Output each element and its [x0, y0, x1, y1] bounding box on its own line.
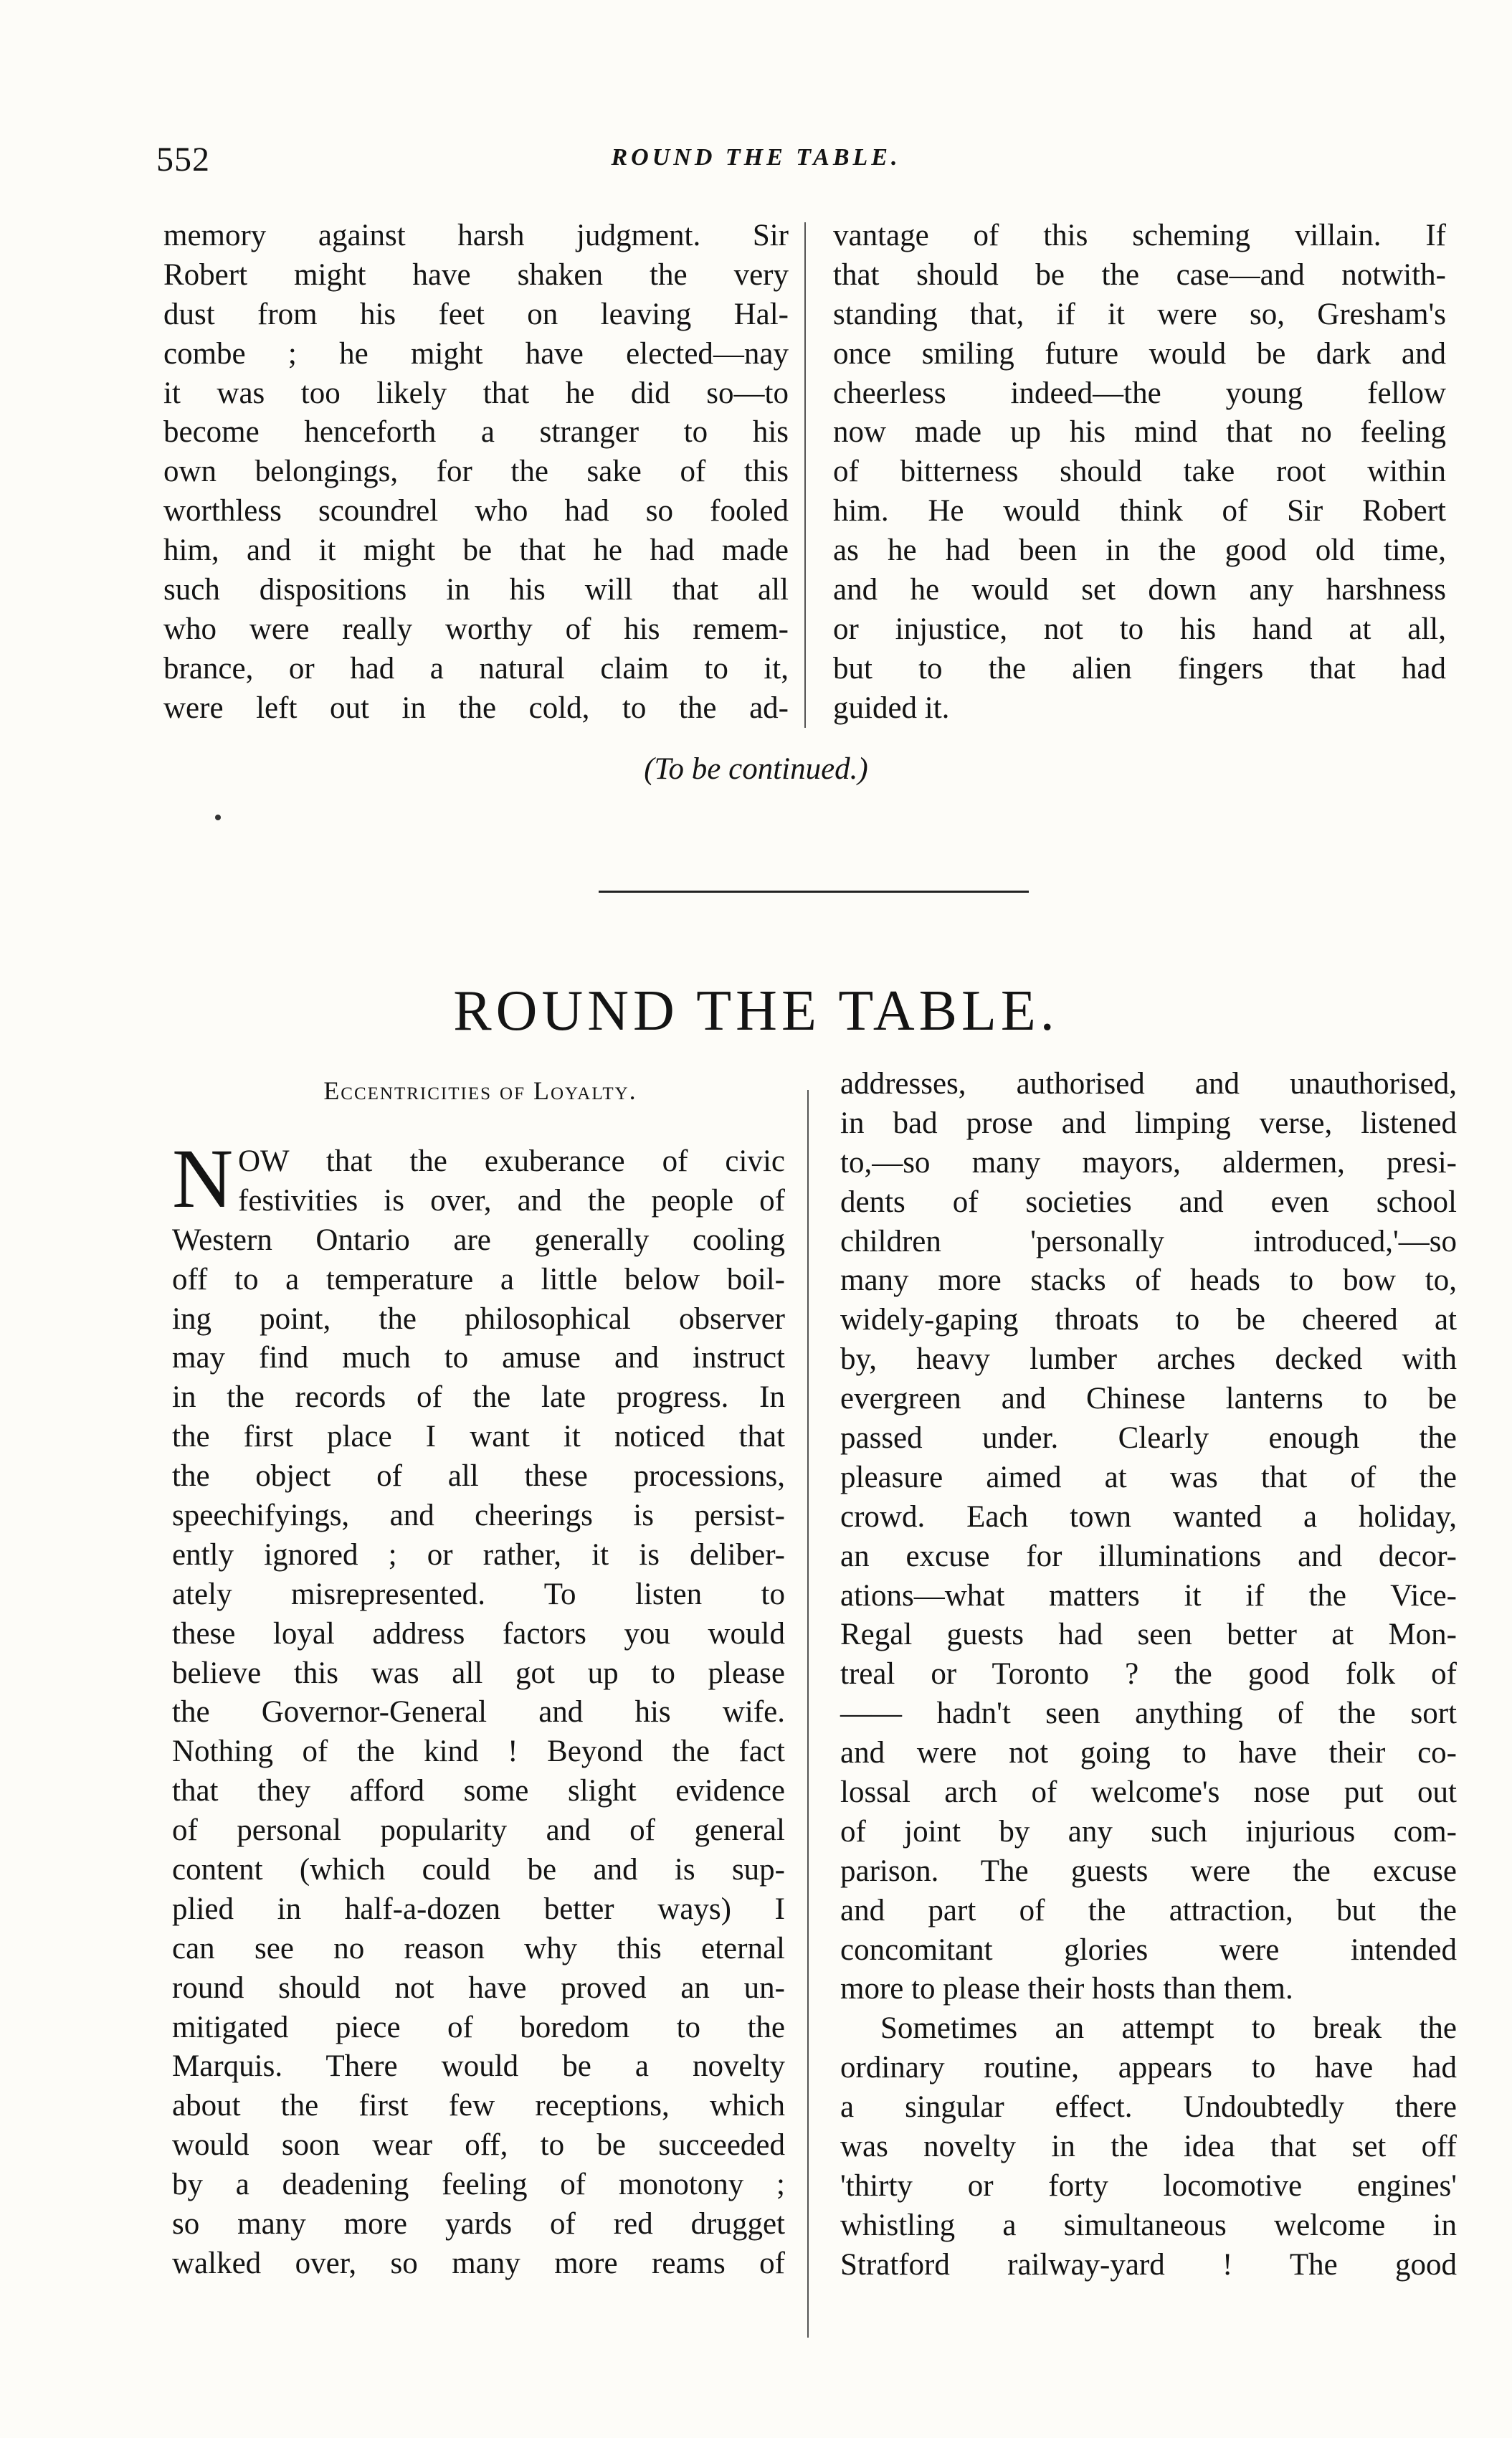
text-line: him, and it might be that he had made — [163, 533, 789, 568]
column-divider — [807, 1090, 809, 2338]
text-line: memory against harsh judgment. Sir — [163, 219, 789, 252]
text-line: treal or Toronto ? the good folk of — [840, 1657, 1457, 1692]
text-line: in the records of the late progress. In — [172, 1380, 785, 1415]
text-line: own belongings, for the sake of this — [163, 455, 789, 489]
text-line: about the first few receptions, which — [172, 2089, 785, 2123]
text-line: worthless scoundrel who had so fooled — [163, 494, 789, 528]
text-line: of bitterness should take root within — [833, 455, 1446, 489]
section-separator-rule — [599, 891, 1029, 893]
text-line: more to please their hosts than them. — [840, 1972, 1293, 2006]
text-line: an excuse for illuminations and decor- — [840, 1539, 1457, 1573]
text-line: ations—what matters it if the Vice- — [840, 1578, 1457, 1613]
text-line: that they afford some slight evidence — [172, 1774, 785, 1808]
text-line: dust from his feet on leaving Hal- — [163, 297, 789, 331]
text-line: evergreen and Chinese lanterns to be — [840, 1382, 1457, 1416]
text-line: round should not have proved an un- — [172, 1970, 785, 2005]
text-line: parison. The guests were the excuse — [840, 1854, 1457, 1888]
text-line: Regal guests had seen better at Mon- — [840, 1618, 1457, 1652]
text-line: pleasure aimed at was that of the — [840, 1460, 1457, 1494]
text-line: but to the alien fingers that had — [833, 651, 1446, 686]
text-line: festivities is over, and the people of — [238, 1183, 785, 1218]
text-line: Western Ontario are generally cooling — [172, 1223, 785, 1257]
text-line: ately misrepresented. To listen to — [172, 1577, 785, 1611]
text-line: the object of all these processions, — [172, 1459, 785, 1494]
text-line: of personal popularity and of general — [172, 1813, 785, 1848]
text-line: a singular effect. Undoubtedly there — [840, 2090, 1457, 2125]
text-line: ently ignored ; or rather, it is deliber- — [172, 1537, 785, 1572]
text-line: combe ; he might have elected—nay — [163, 336, 789, 371]
text-line: can see no reason why this eternal — [172, 1931, 785, 1965]
section-title: ROUND THE TABLE. — [453, 980, 1059, 1043]
text-line: such dispositions in his will that all — [163, 573, 789, 607]
text-line: become henceforth a stranger to his — [163, 415, 789, 450]
text-line: dents of societies and even school — [840, 1185, 1457, 1219]
text-line: these loyal address factors you would — [172, 1616, 785, 1651]
text-line: brance, or had a natural claim to it, — [163, 651, 789, 686]
column-divider — [804, 222, 806, 728]
text-line: it was too likely that he did so—to — [163, 376, 789, 410]
text-line: 'thirty or forty locomotive engines' — [840, 2168, 1457, 2203]
text-line: as he had been in the good old time, — [833, 533, 1446, 568]
text-line: guided it. — [833, 691, 950, 725]
text-line: the first place I want it noticed that — [172, 1420, 785, 1454]
text-line: vantage of this scheming villain. If — [833, 219, 1446, 252]
ink-speck — [215, 815, 221, 820]
text-line: or injustice, not to his hand at all, — [833, 612, 1446, 646]
text-line: ing point, the philosophical observer — [172, 1301, 785, 1336]
drop-cap: N — [172, 1132, 234, 1225]
text-line: widely-gaping throats to be cheered at — [840, 1303, 1457, 1337]
top-left-column — [163, 217, 789, 729]
top-right-column — [833, 217, 1446, 729]
text-line: mitigated piece of boredom to the — [172, 2010, 785, 2044]
text-line: were left out in the cold, to the ad- — [163, 691, 789, 725]
text-line: would soon wear off, to be succeeded — [172, 2128, 785, 2163]
text-line: that should be the case—and notwith- — [833, 257, 1446, 292]
bottom-right-column — [840, 1065, 1457, 2285]
text-line: and he would set down any harshness — [833, 573, 1446, 607]
text-line: content (which could be and is sup- — [172, 1853, 785, 1887]
text-line: once smiling future would be dark and — [833, 336, 1446, 371]
text-line: Sometimes an attempt to break the — [880, 2011, 1457, 2046]
text-line: concomitant glories were intended — [840, 1932, 1457, 1967]
page-header — [0, 140, 1512, 183]
text-line: lossal arch of welcome's nose put out — [840, 1775, 1457, 1810]
running-head: ROUND THE TABLE. — [611, 144, 901, 171]
text-line: Marquis. There would be a novelty — [172, 2049, 785, 2084]
text-line: the Governor-General and his wife. — [172, 1695, 785, 1730]
text-line: many more stacks of heads to bow to, — [840, 1263, 1457, 1298]
text-line: addresses, authorised and unauthorised, — [840, 1067, 1457, 1101]
text-line: and part of the attraction, but the — [840, 1893, 1457, 1927]
to-be-continued-note: (To be continued.) — [644, 752, 868, 786]
article-subheading: Eccentricities of Loyalty. — [323, 1076, 637, 1105]
text-line: in bad prose and limping verse, listened — [840, 1106, 1457, 1140]
text-line: by, heavy lumber arches decked with — [840, 1342, 1457, 1377]
text-line: was novelty in the idea that set off — [840, 2130, 1457, 2164]
text-line: passed under. Clearly enough the — [840, 1421, 1457, 1456]
text-line: standing that, if it were so, Gresham's — [833, 297, 1446, 331]
text-line: may find much to amuse and instruct — [172, 1341, 785, 1375]
text-line: by a deadening feeling of monotony ; — [172, 2168, 785, 2202]
text-line: OW that the exuberance of civic — [238, 1144, 785, 1178]
text-line: to,—so many mayors, aldermen, presi- — [840, 1145, 1457, 1180]
text-line: ordinary routine, appears to have had — [840, 2051, 1457, 2085]
text-line: walked over, so many more reams of — [172, 2246, 785, 2280]
text-line: who were really worthy of his remem- — [163, 612, 789, 646]
text-line: believe this was all got up to please — [172, 1656, 785, 1690]
text-line: him. He would think of Sir Robert — [833, 494, 1446, 528]
text-line: Robert might have shaken the very — [163, 257, 789, 292]
text-line: Stratford railway-yard ! The good — [840, 2247, 1457, 2282]
text-line: of joint by any such injurious com- — [840, 1814, 1457, 1849]
text-line: so many more yards of red drugget — [172, 2207, 785, 2242]
text-line: crowd. Each town wanted a holiday, — [840, 1499, 1457, 1534]
text-line: plied in half-a-dozen better ways) I — [172, 1892, 785, 1926]
text-line: whistling a simultaneous welcome in — [840, 2208, 1457, 2242]
text-line: speechifyings, and cheerings is persist- — [172, 1499, 785, 1533]
text-line: —— hadn't seen anything of the sort — [840, 1697, 1457, 1731]
page-number: 552 — [156, 141, 210, 179]
text-line: Nothing of the kind ! Beyond the fact — [172, 1735, 785, 1769]
bottom-left-column — [172, 1132, 785, 2284]
text-line: and were not going to have their co- — [840, 1736, 1457, 1770]
text-line: children 'personally introduced,'—so — [840, 1224, 1457, 1258]
text-line: now made up his mind that no feeling — [833, 415, 1446, 450]
text-line: cheerless indeed—the young fellow — [833, 376, 1446, 410]
text-line: off to a temperature a little below boil- — [172, 1262, 785, 1296]
